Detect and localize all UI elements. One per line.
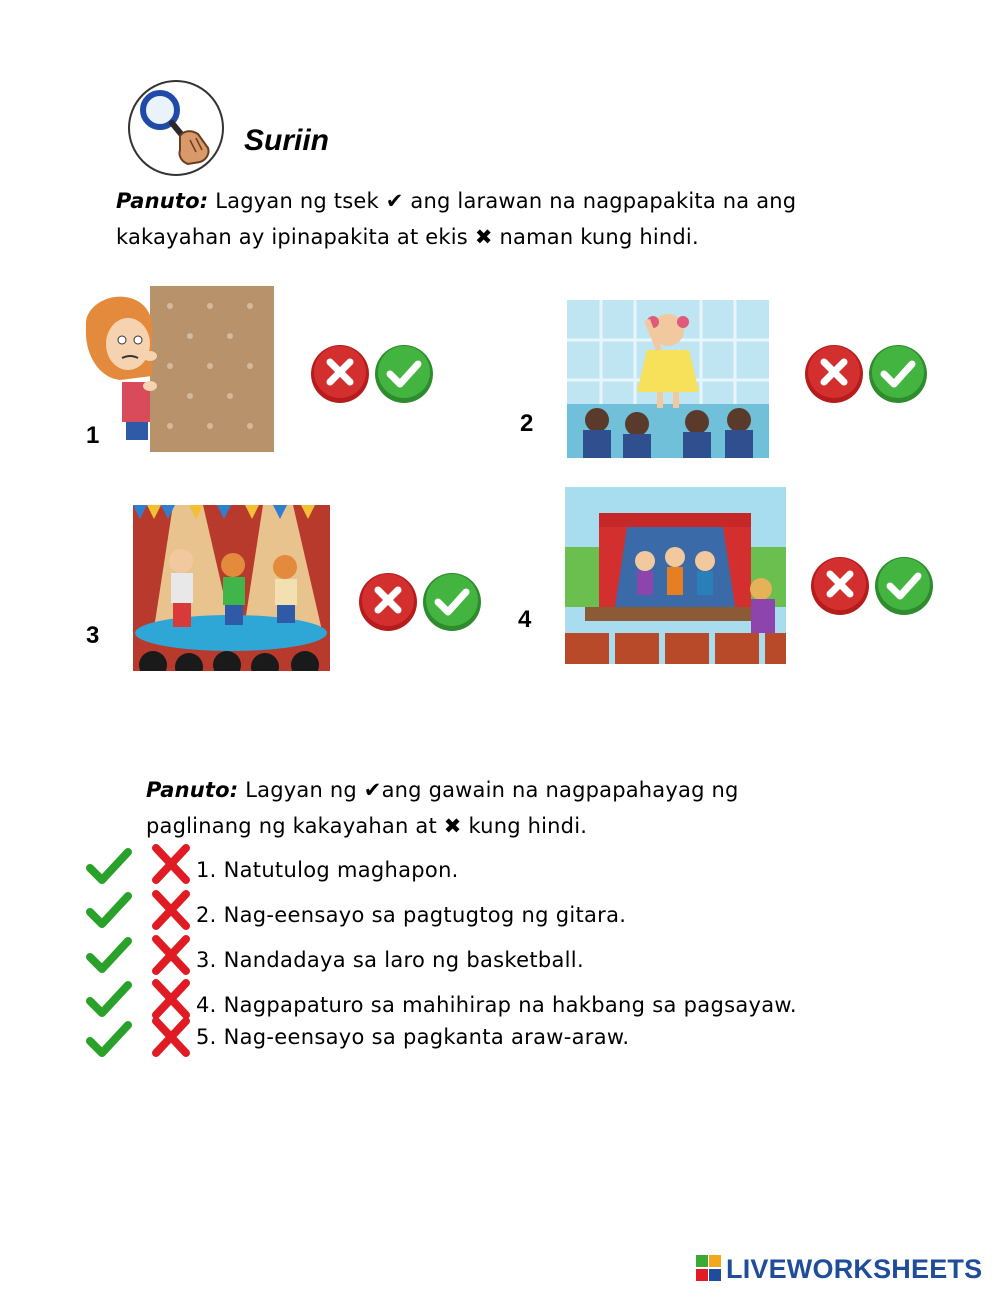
- check-mark-button-2[interactable]: [86, 890, 132, 930]
- liveworksheets-logo-icon: [696, 1255, 722, 1283]
- right-button-1[interactable]: [374, 344, 434, 404]
- instruction-2: [146, 772, 846, 844]
- list-item-2: 2. Nag-eensayo sa pagtugtog ng gitara.: [196, 903, 627, 927]
- instruction-text-c: kung hindi.: [468, 814, 588, 838]
- wrong-button-4[interactable]: [810, 556, 870, 616]
- check-mark-button-3[interactable]: [86, 935, 132, 975]
- instruction-text-a: Lagyan ng: [245, 778, 357, 802]
- check-mark-button-4[interactable]: [86, 979, 132, 1019]
- instruction-text-b: ang gawain na nagpapahayag ng paglinang ng kakayahan at: [146, 778, 739, 838]
- item-number-3: 3: [86, 622, 100, 649]
- item-number-2: 2: [520, 410, 534, 437]
- check-mark-button-5[interactable]: [86, 1019, 132, 1059]
- list-item-1: 1. Natutulog maghapon.: [196, 858, 459, 882]
- magnifying-glass-hand-icon: [126, 80, 226, 176]
- instruction-label: Panuto:: [116, 189, 209, 213]
- list-item-4: 4. Nagpapaturo sa mahihirap na hakbang sa pagsayaw.: [196, 993, 797, 1017]
- x-icon: ✖: [474, 225, 493, 249]
- picture-dancing-kids: [133, 505, 330, 671]
- brand-name: LIVEWORKSHEETS: [726, 1253, 983, 1284]
- picture-kids-play: [565, 487, 786, 664]
- right-button-2[interactable]: [868, 344, 928, 404]
- x-mark-button-3[interactable]: [148, 935, 194, 975]
- wrong-button-3[interactable]: [358, 572, 418, 632]
- instruction-1: [116, 183, 846, 255]
- x-mark-button-5[interactable]: [148, 1017, 194, 1057]
- instruction-label: Panuto:: [146, 778, 239, 802]
- instruction-text-b: ang larawan na nagpapakita na ang kakayahan ay ipinapakita at ekis: [116, 189, 797, 249]
- check-icon: ✔: [363, 778, 382, 802]
- wrong-button-2[interactable]: [804, 344, 864, 404]
- x-mark-button-2[interactable]: [148, 890, 194, 930]
- picture-shy-girl: [80, 286, 276, 452]
- x-mark-button-4[interactable]: [148, 979, 194, 1019]
- list-item-5: 5. Nag-eensayo sa pagkanta araw-araw.: [196, 1025, 630, 1049]
- check-icon: ✔: [385, 189, 404, 213]
- right-button-3[interactable]: [422, 572, 482, 632]
- page-title: Suriin: [244, 124, 330, 157]
- instruction-text-a: Lagyan ng tsek: [215, 189, 379, 213]
- instruction-text-c: naman kung hindi.: [499, 225, 699, 249]
- right-button-4[interactable]: [874, 556, 934, 616]
- item-number-1: 1: [86, 422, 100, 449]
- x-icon: ✖: [443, 814, 462, 838]
- list-item-3: 3. Nandadaya sa laro ng basketball.: [196, 948, 584, 972]
- item-number-4: 4: [518, 606, 532, 633]
- wrong-button-1[interactable]: [310, 344, 370, 404]
- picture-singing-girl: [567, 300, 769, 458]
- liveworksheets-logo: [696, 1252, 982, 1286]
- check-mark-button-1[interactable]: [86, 846, 132, 886]
- x-mark-button-1[interactable]: [148, 844, 194, 884]
